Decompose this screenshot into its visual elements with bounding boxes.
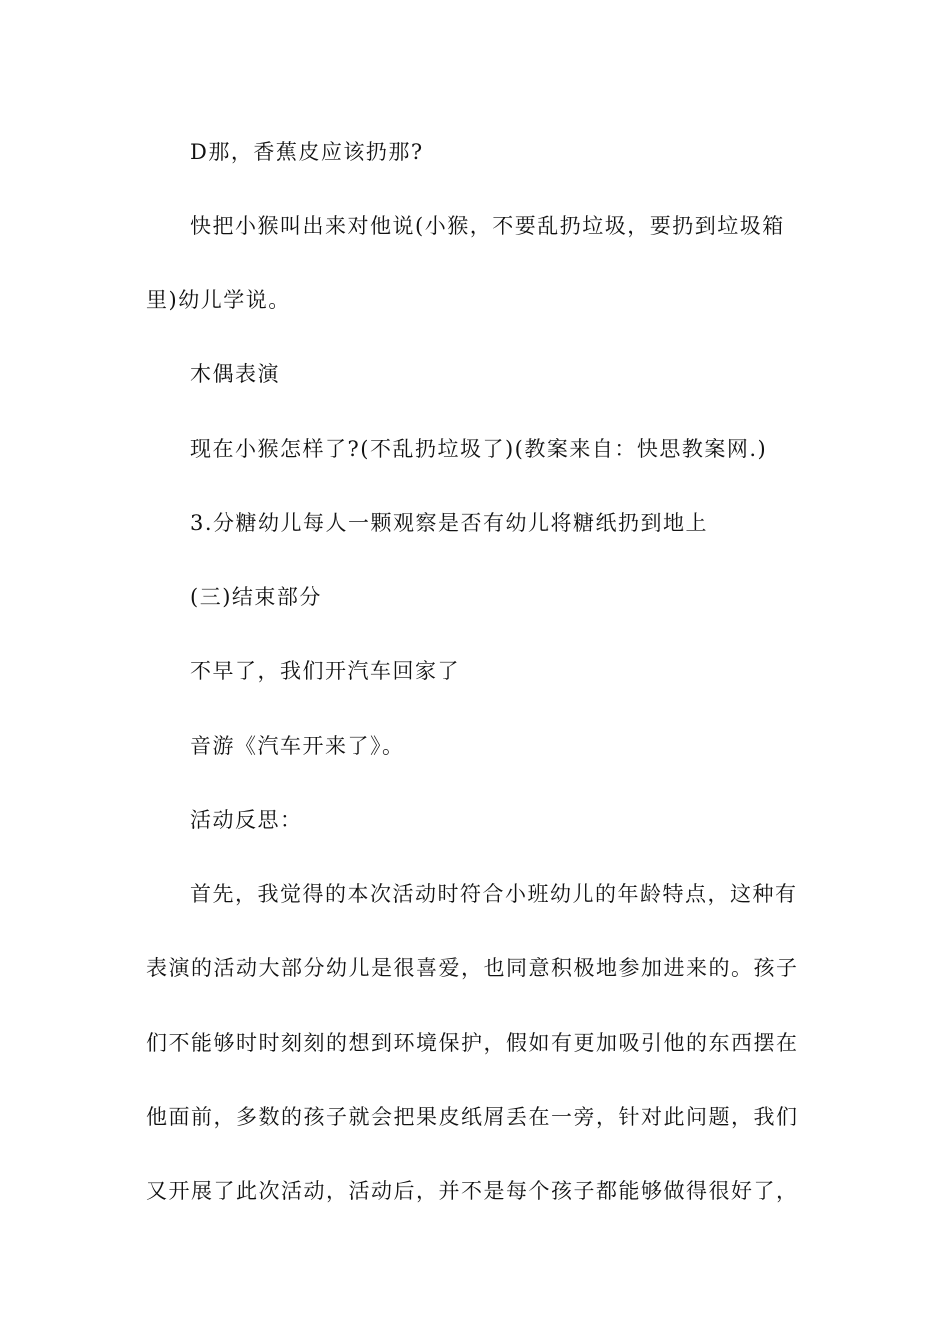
paragraph-line: D那，香蕉皮应该扔那? bbox=[190, 140, 424, 164]
paragraph-line: 们不能够时时刻刻的想到环境保护，假如有更加吸引他的东西摆在 bbox=[146, 1031, 799, 1055]
section-heading: (三)结束部分 bbox=[190, 585, 322, 609]
paragraph-line: 音游《汽车开来了》。 bbox=[190, 734, 405, 758]
paragraph-line: 首先，我觉得的本次活动时符合小班幼儿的年龄特点，这种有 bbox=[190, 882, 798, 906]
paragraph-line: 他面前，多数的孩子就会把果皮纸屑丢在一旁，针对此问题，我们 bbox=[146, 1105, 799, 1129]
section-heading: 活动反思： bbox=[190, 808, 303, 832]
paragraph-line: 3.分糖幼儿每人一颗观察是否有幼儿将糖纸扔到地上 bbox=[190, 511, 709, 535]
paragraph-line: 不早了，我们开汽车回家了 bbox=[190, 659, 460, 683]
paragraph-line: 现在小猴怎样了?(不乱扔垃圾了)(教案来自：快思教案网.) bbox=[190, 437, 768, 461]
paragraph-line: 快把小猴叫出来对他说(小猴，不要乱扔垃圾，要扔到垃圾箱 bbox=[190, 214, 785, 238]
paragraph-line: 又开展了此次活动，活动后，并不是每个孩子都能够做得很好了， bbox=[146, 1179, 799, 1203]
section-heading: 木偶表演 bbox=[190, 362, 280, 386]
paragraph-line: 表演的活动大部分幼儿是很喜爱，也同意积极地参加进来的。孩子 bbox=[146, 956, 799, 980]
paragraph-line: 里)幼儿学说。 bbox=[146, 288, 291, 312]
